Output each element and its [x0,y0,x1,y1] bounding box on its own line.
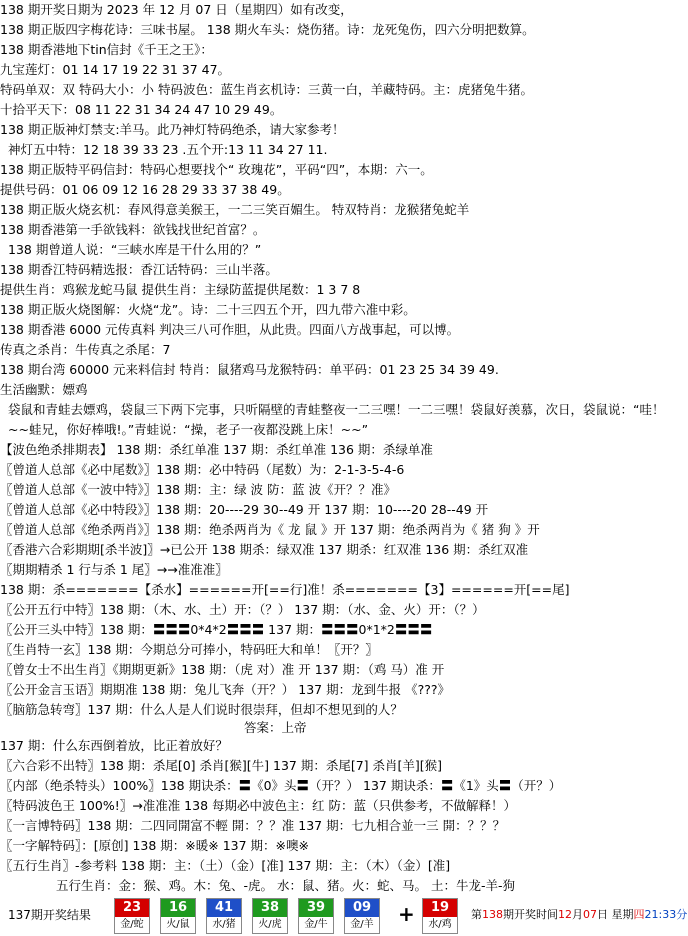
draw-result-bar [0,896,688,936]
ball-zodiac: 金/羊 [345,917,379,933]
text-line: 特码单双：双 特码大小：小 特码波色：蓝生肖玄机诗：三黄一白，羊藏特码。主：虎猪兔牛猪。 [0,82,533,97]
text-line: 提供号码：01 06 09 12 16 28 29 33 37 38 49。 [0,182,290,197]
draw-text: 月 [572,908,583,921]
special-ball [422,898,458,934]
text-line: 〖公开五行中特〗138 期：（木、水、土）开：（？） 137 期：（水、金、火）开：（？） [0,602,485,617]
text-line: 137 期：什么东西倒着放，比正着放好？ [0,738,228,753]
text-line: 〖一言博特码〗138 期：二四同開富不輕 開：？？准 137 期：七九相合並一三 開：？？？ [0,818,506,833]
text-line: 神灯五中特：12 18 39 33 23 .五个开:13 11 34 27 11. [8,142,328,157]
ball-number: 38 [253,899,287,917]
text-line: 九宝莲灯：01 14 17 19 22 31 37 47。 [0,62,231,77]
draw-text: 第 [471,908,482,921]
draw-text: 星期 [611,908,634,921]
text-line: 传真之杀肖：牛传真之杀尾：7 [0,342,171,357]
text-line: 〖香港六合彩期期[杀半波]〗→已公开 138 期杀：绿双准 137 期杀：红双准 136 期：杀红双准 [0,542,529,557]
text-line: 〖脑筋急转弯〗137 期：什么人是人们说时很崇拜，但却不想见到的人？ [0,702,403,717]
text-line: 〖生肖特一玄〗138 期：今期总分可捧小，特码旺大和单！〖开？〗 [0,642,378,657]
text-line: 〖公开金言玉语〗期期准 138 期：兔儿飞奔（开？） 137 期：龙到牛报 《???》 [0,682,450,697]
draw-text: 日 [597,908,608,921]
result-ball [344,898,380,934]
draw-weekday: 四 [633,908,645,921]
result-ball [160,898,196,934]
text-line: 五行生肖：金：猴、鸡。木：兔、-虎。 水：鼠、猪。火：蛇、马。 土：牛龙-羊-狗 [56,878,515,893]
text-line: 138 期香港第一手欲钱料：欲钱找世纪首富？。 [0,222,266,237]
text-line: 138 期正版火烧玄机：春风得意美猴王，一二三笑百媚生。 特双特肖：龙猴猪兔蛇羊 [0,202,470,217]
draw-period: 138 [482,908,503,921]
text-line: 〖曾道人总部《绝杀两肖》〗138 期：绝杀两肖为《 龙 鼠 》开 137 期：绝杀两肖为《 猪 狗 》开 [0,522,540,537]
text-line: 138 期香港地下tin信封《千王之王》： [0,42,213,57]
ball-zodiac: 金/牛 [299,917,333,933]
text-line: 生活幽默：嫖鸡 [0,382,88,397]
text-line: 〖曾女士不出生肖〗《期期更新》138 期：（虎 对）准 开 137 期：（鸡 马）准 开 [0,662,445,677]
ball-number: 16 [161,899,195,917]
text-line: 138 期：杀=======【杀水】======开[==行]准！杀=======【3】======开[==尾] [0,582,570,597]
text-line: 〖公开三头中特〗138 期：〓〓〓0*4*2〓〓〓 137 期：〓〓〓0*1*2〓〓〓 [0,622,433,637]
text-line: 138 期开奖日期为 2023 年 12 月 07 日（星期四）如有改变， [0,2,353,17]
text-line: 138 期正版四字梅花诗：三味书屋。 138 期火车头：烧伤猪。诗：龙死兔伤，四六分明把数算。 [0,22,535,37]
text-line: 〖一字解特码〗：[原创] 138 期：※暖※ 137 期：※噢※ [0,838,310,853]
draw-day: 07 [583,908,597,921]
text-line: 138 期香江特码精选报：香江话特码：三山半落。 [0,262,278,277]
draw-time: 21:33分 [644,908,688,921]
ball-number: 23 [115,899,149,917]
plus-sign: + [398,902,415,926]
text-line: 138 期台湾 60000 元来料信封 特肖：鼠猪鸡马龙猴特码：单平码：01 23 25 34 39 49. [0,362,499,377]
ball-zodiac: 火/虎 [253,917,287,933]
ball-zodiac: 火/鼠 [161,917,195,933]
text-line: 〖曾道人总部《一波中特》〗138 期：主：绿 波 防：蓝 波《开？？准》 [0,482,397,497]
next-draw-time [471,906,687,922]
text-line: 138 期香港 6000 元传真料 判决三八可作胆，从此贵。四面八方战事起，可以博。 [0,322,460,337]
text-line: 答案：上帝 [244,720,307,735]
result-ball [298,898,334,934]
ball-number: 41 [207,899,241,917]
text-line: 〖六合彩不出特〗138 期：杀尾[0] 杀肖[猴][牛] 137 期：杀尾[7] 杀肖[羊][猴] [0,758,443,773]
text-line: 〖曾道人总部《必中尾数》〗138 期：必中特码（尾数）为：2-1-3-5-4-6 [0,462,405,477]
draw-result-label: 137期开奖结果 [8,908,91,922]
text-line: 138 期曾道人说：“三峡水库是干什么用的？” [8,242,262,257]
text-line: 138 期正版神灯禁支:羊马。此乃神灯特码绝杀，请大家参考！ [0,122,345,137]
text-line: 〖五行生肖〗-参考料 138 期：主：（土）（金）[准] 137 期：主：（木）（金）[准] [0,858,451,873]
joke-paragraph: 袋鼠和青蛙去嫖鸡，袋鼠三下两下完事，只听隔壁的青蛙整夜一二三嘿！一二三嘿！袋鼠好羡慕，次日，袋鼠说：“哇！~~蛙兄，你好棒哦!。”青蛙说：“操，老子一夜都没跳上床！~~” [8,402,665,437]
text-line: 〖特码波色王 100%!〗→准准准 138 每期必中波色主：红 防：蓝（只供参考，不做解释！） [0,798,516,813]
ball-zodiac: 金/蛇 [115,917,149,933]
text-line: 提供生肖：鸡猴龙蛇马鼠 提供生肖：主绿防蓝提供尾数：1 3 7 8 [0,282,361,297]
ball-number: 09 [345,899,379,917]
text-line: 【波色绝杀排期表】 138 期：杀红单准 137 期：杀红单准 136 期：杀绿单准 [0,442,433,457]
draw-month: 12 [558,908,572,921]
ball-number: 39 [299,899,333,917]
result-ball [206,898,242,934]
result-ball [114,898,150,934]
ball-zodiac: 水/鸡 [423,917,457,933]
draw-text: 期开奖时间 [503,908,558,921]
result-ball [252,898,288,934]
text-line: 〖期期精杀 1 行与杀 1 尾〗→→准准准〗 [0,562,228,577]
text-line: 十拾平天下：08 11 22 31 34 24 47 10 29 49。 [0,102,283,117]
text-line: 138 期正版火烧图解：火烧“龙”。诗：二十三四五个开，四九带六准中彩。 [0,302,416,317]
text-line: 〖内部（绝杀特头）100%〗138 期诀杀：〓《0》头〓（开？） 137 期诀杀：〓《1》头〓（开？） [0,778,562,793]
ball-number: 19 [423,899,457,917]
text-line: 〖曾道人总部《必中特段》〗138 期：20----29 30--49 开 137 期：10----20 28--49 开 [0,502,489,517]
text-line: 138 期正版特平码信封：特码心想要找个“ 玫瑰花”，平码“四”，本期：六一。 [0,162,433,177]
ball-zodiac: 水/猪 [207,917,241,933]
